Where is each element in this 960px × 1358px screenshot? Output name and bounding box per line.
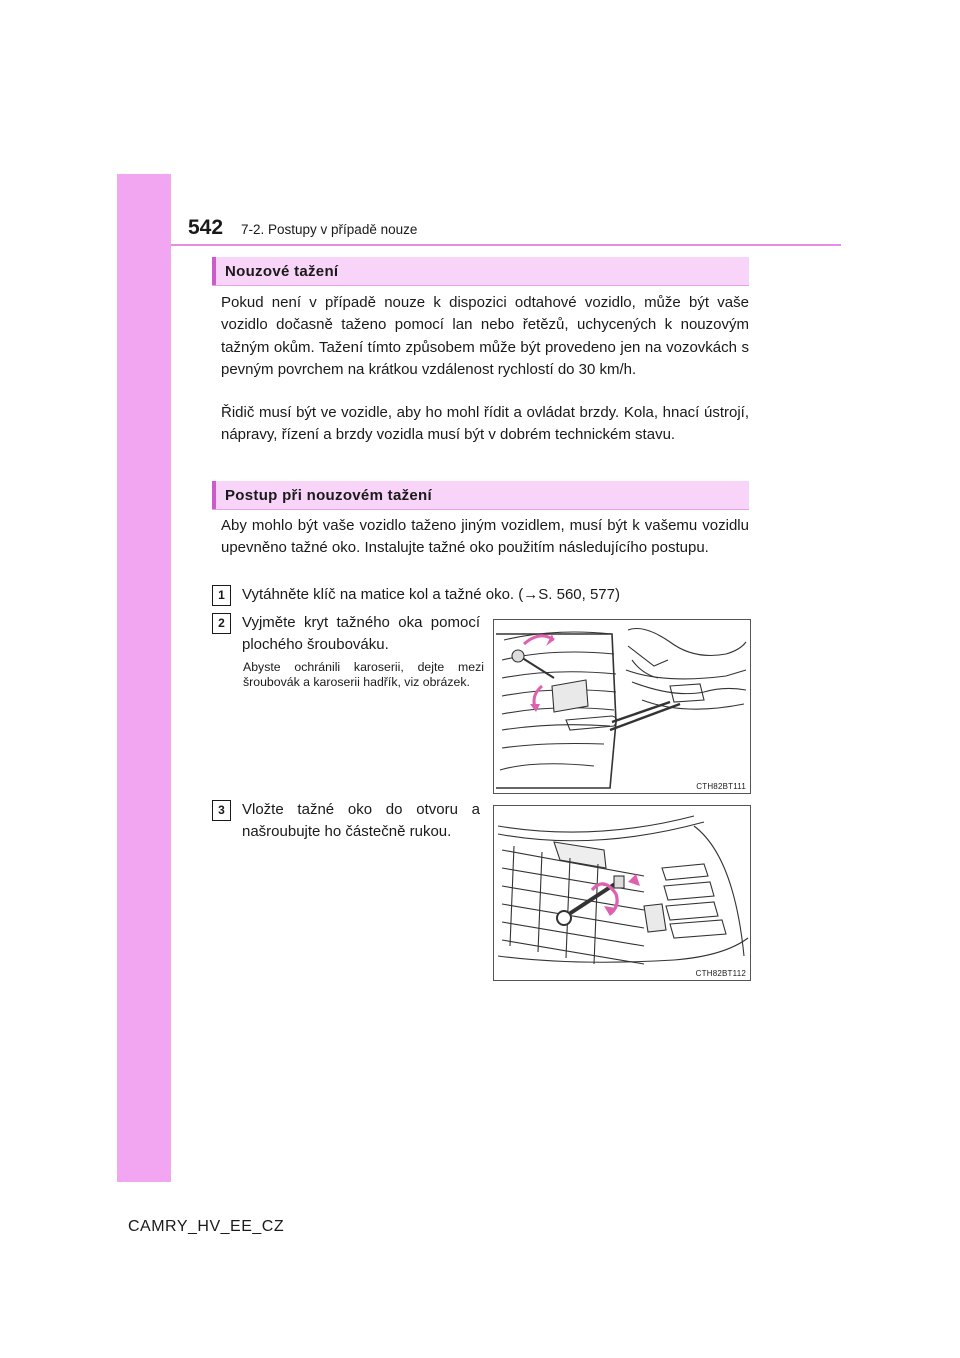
step-number-badge: 3 xyxy=(212,800,231,821)
paragraph-procedure-intro: Aby mohlo být vaše vozidlo taženo jiným vozidlem, musí být k vašemu vozidlu upevněno tažné oko. Instalujte tažné oko použitím následujícího postupu. xyxy=(221,517,749,557)
page-number: 542 xyxy=(188,216,224,239)
section-heading-emergency-towing xyxy=(212,257,749,286)
chapter-sidebar-tab xyxy=(117,174,171,1182)
step-number-badge: 2 xyxy=(212,613,231,634)
step-text: Vytáhněte klíč na matice kol a tažné oko. (→S. 560, 577) xyxy=(242,586,620,603)
section-title: Postup při nouzovém tažení xyxy=(225,487,432,504)
header-rule xyxy=(171,244,841,246)
figure-insert-towing-eye xyxy=(493,805,751,981)
illustration-insert-towing-eye xyxy=(494,806,750,980)
running-head: 7-2. Postupy v případě nouze xyxy=(241,222,418,237)
step-note: Abyste ochránili karoserii, dejte mezi šroubovák a karoserii hadřík, viz obrázek. xyxy=(243,660,484,689)
section-title: Nouzové tažení xyxy=(225,263,339,280)
document-code: CAMRY_HV_EE_CZ xyxy=(128,1218,285,1235)
figure-code: CTH82BT111 xyxy=(696,782,746,791)
figure-remove-cover xyxy=(493,619,751,794)
step-number-badge: 1 xyxy=(212,585,231,606)
figure-code: CTH82BT112 xyxy=(695,969,746,978)
paragraph-driver-requirements: Řidič musí být ve vozidle, aby ho mohl řídit a ovládat brzdy. Kola, hnací ústrojí, nápravy, řízení a brzdy vozidla musí být v dobrém technickém stavu. xyxy=(221,404,749,444)
paragraph-towing-conditions: Pokud není v případě nouze k dispozici odtahové vozidlo, může být vaše vozidlo dočasně taženo pomocí lan nebo řetězů, uchycených k nouzovým tažným okům. Tažení tímto způsobem může být provedeno jen na vozovkách s pevným povrchem na krátkou vzdálenost rychlostí do 30 km/h. xyxy=(221,294,749,379)
section-heading-towing-procedure xyxy=(212,481,749,510)
step-text: Vyjměte kryt tažného oka pomocí plochého šroubováku. xyxy=(242,614,480,654)
step-text: Vložte tažné oko do otvoru a našroubujte ho částečně rukou. xyxy=(242,801,480,841)
illustration-remove-cover xyxy=(494,620,750,793)
